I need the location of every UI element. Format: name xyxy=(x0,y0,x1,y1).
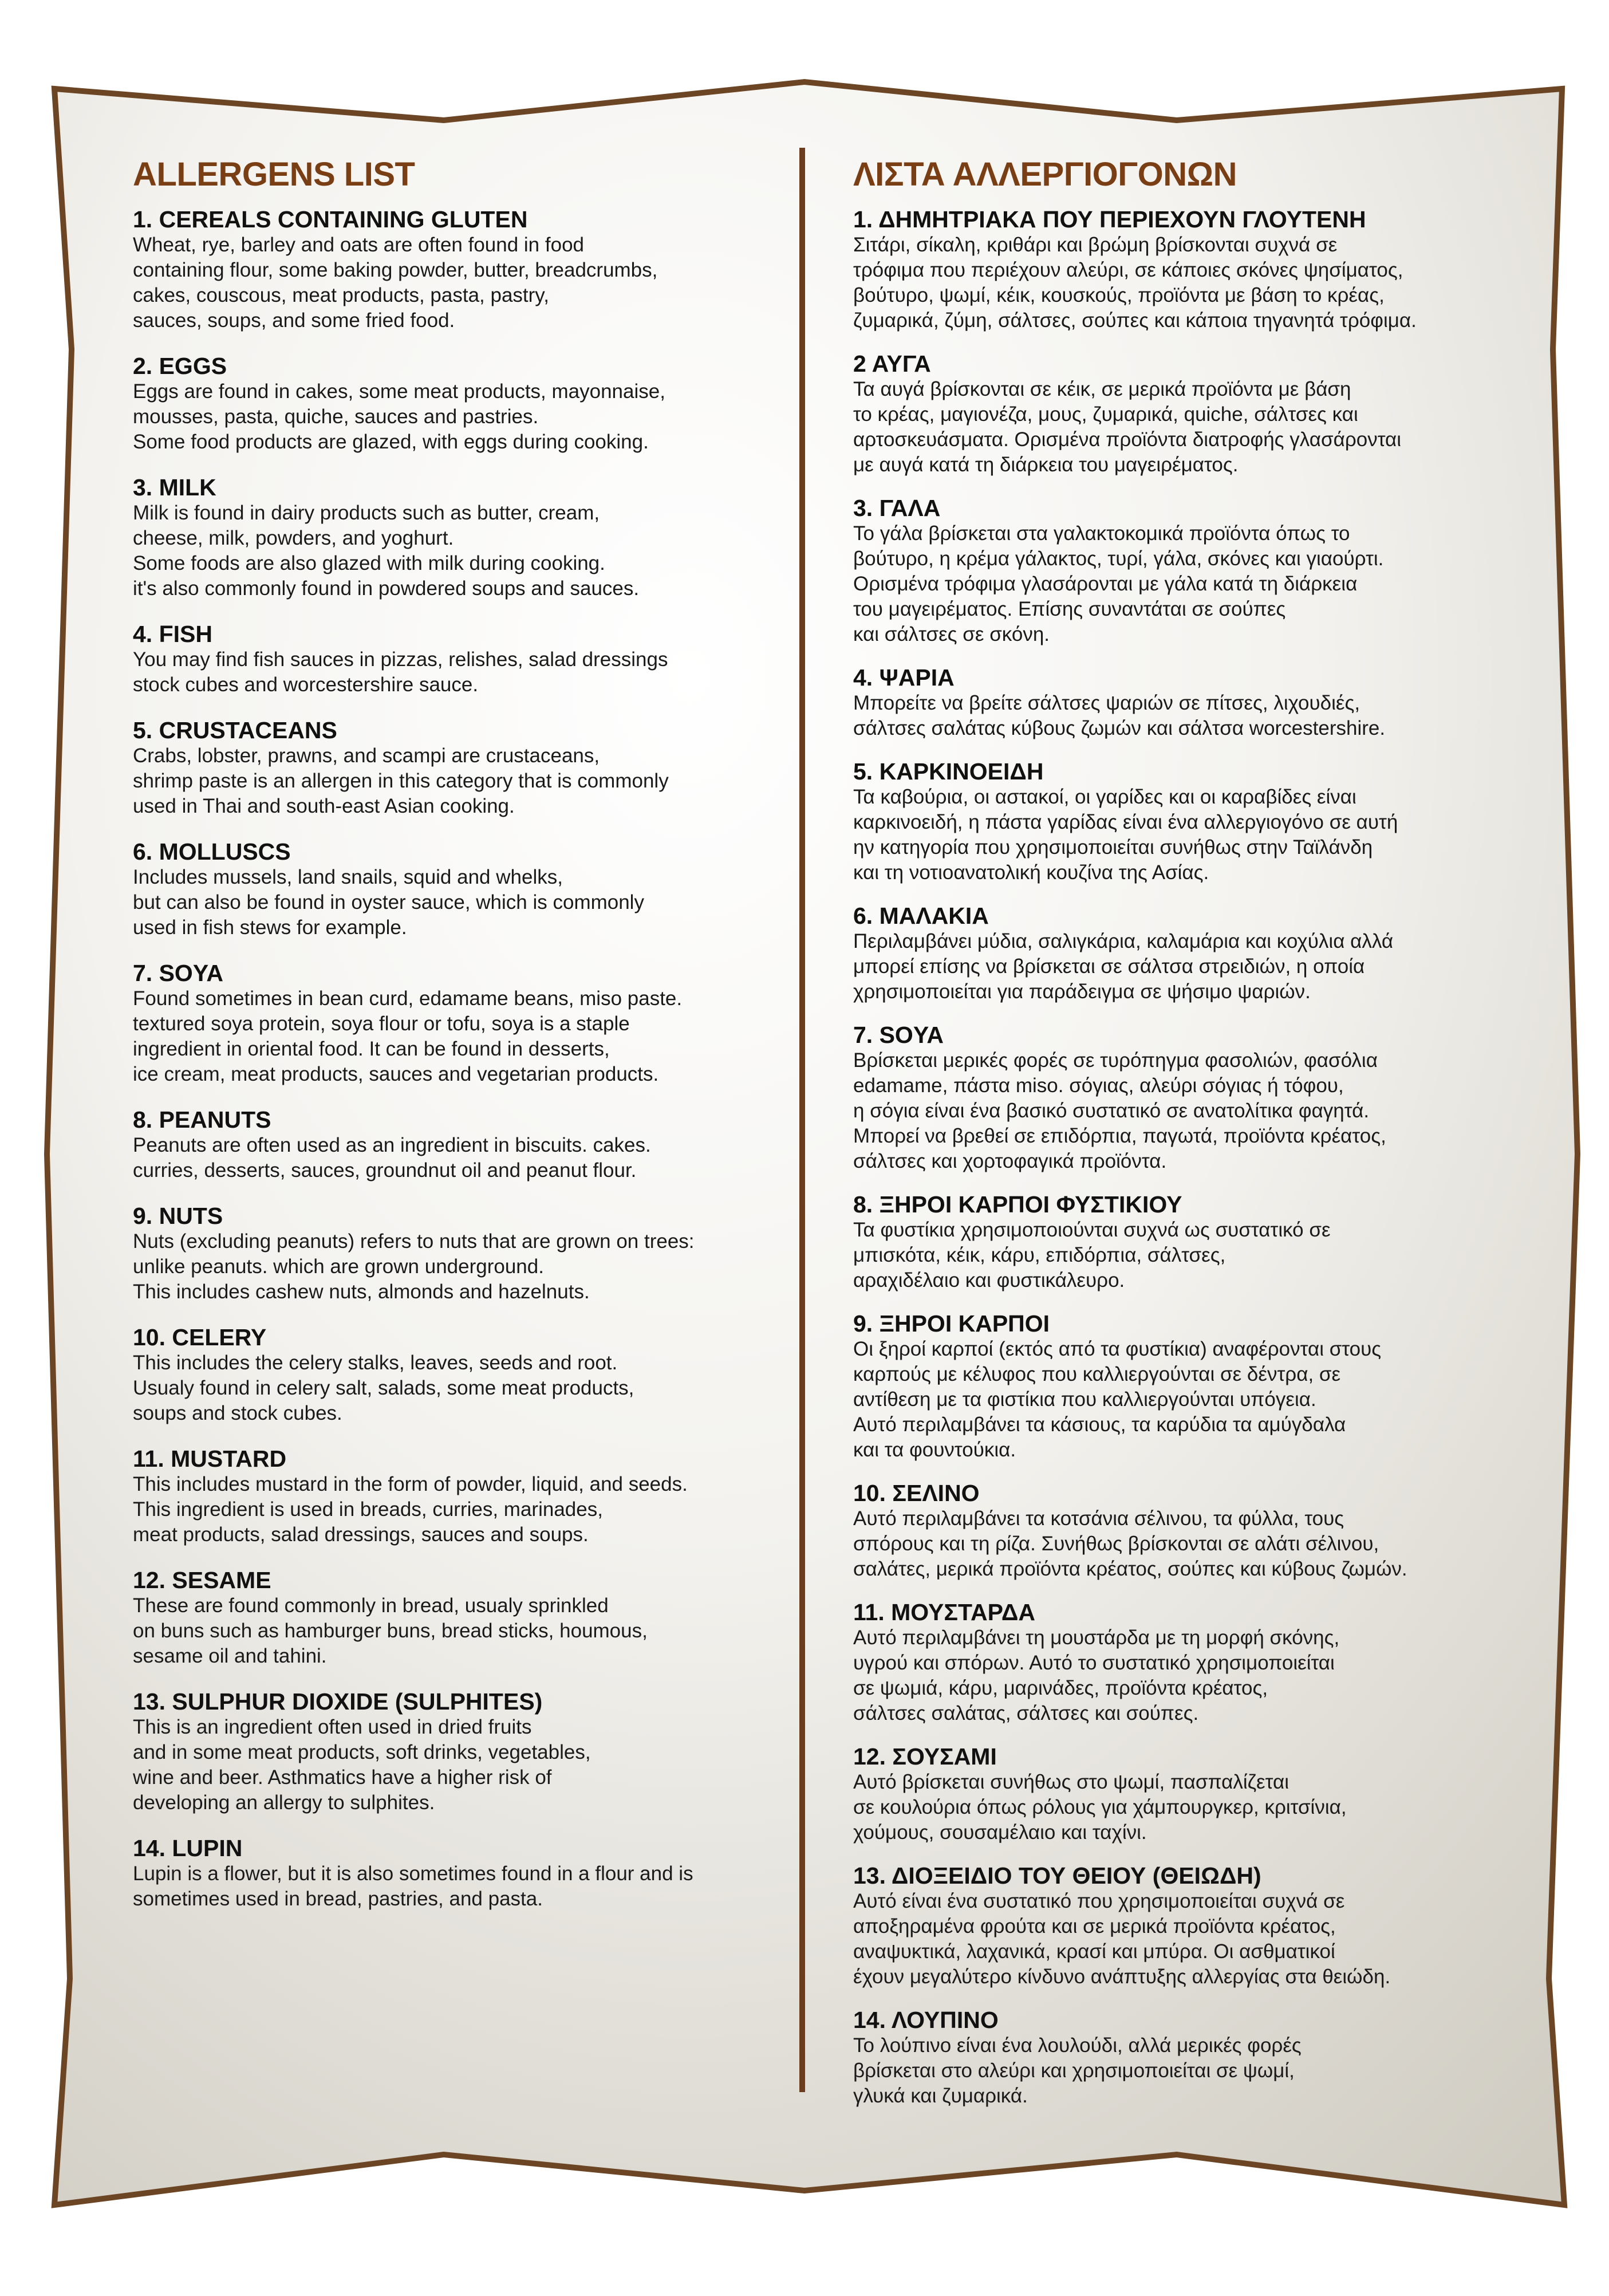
allergen-description-line: Some foods are also glazed with milk during cooking. xyxy=(133,552,605,574)
allergen-item xyxy=(853,664,1512,741)
allergen-description-line: ζυμαρικά, ζύμη, σάλτσες, σούπες και κάποια τηγανητά τρόφιμα. xyxy=(853,309,1417,332)
allergen-item xyxy=(853,758,1512,885)
allergen-description-line: on buns such as hamburger buns, bread sticks, houmous, xyxy=(133,1620,648,1642)
allergen-title: 5. CRUSTACEANS xyxy=(133,717,337,743)
allergen-description-line: του μαγειρέματος. Επίσης συναντάται σε σούπες xyxy=(853,598,1286,620)
allergen-item xyxy=(133,1446,791,1547)
allergen-item xyxy=(133,621,791,698)
allergen-description-line: Peanuts are often used as an ingredient in biscuits. cakes. xyxy=(133,1134,651,1156)
allergen-description-line: Το γάλα βρίσκεται στα γαλακτοκομικά προϊόντα όπως το xyxy=(853,522,1350,545)
allergen-item xyxy=(133,960,791,1087)
allergen-description-line: με αυγά κατά τη διάρκεια του μαγειρέματος. xyxy=(853,454,1239,476)
allergen-description-line: Οι ξηροί καρποί (εκτός από τα φυστίκια) αναφέρονται στους xyxy=(853,1338,1382,1360)
english-column xyxy=(133,155,791,1931)
allergen-description-line: σάλτσες και χορτοφαγικά προϊόντα. xyxy=(853,1150,1167,1172)
allergen-description-line: σε ψωμιά, κάρυ, μαρινάδες, προϊόντα κρέατος, xyxy=(853,1677,1268,1699)
allergen-description-line: This includes mustard in the form of powder, liquid, and seeds. xyxy=(133,1473,688,1495)
allergen-title: 3. ΓΑΛΑ xyxy=(853,495,941,521)
allergen-title: 13. ΔΙΟΞΕΙΔΙΟ ΤΟΥ ΘΕΙΟΥ (ΘΕΙΩΔΗ) xyxy=(853,1862,1261,1889)
allergen-description-line: Τα καβούρια, οι αστακοί, οι γαρίδες και οι καραβίδες είναι xyxy=(853,786,1356,808)
allergen-title: 14. LUPIN xyxy=(133,1835,243,1861)
allergen-description-line: stock cubes and worcestershire sauce. xyxy=(133,674,479,696)
allergen-description-line: τρόφιμα που περιέχουν αλεύρι, σε κάποιες σκόνες ψησίματος, xyxy=(853,259,1403,281)
allergen-description-line: Μπορεί να βρεθεί σε επιδόρπια, παγωτά, προϊόντα κρέατος, xyxy=(853,1125,1386,1147)
allergen-description-line: χούμους, σουσαμέλαιο και ταχίνι. xyxy=(853,1821,1147,1844)
allergen-description-line: Το λούπινο είναι ένα λουλούδι, αλλά μερικές φορές xyxy=(853,2034,1302,2057)
allergen-item xyxy=(853,495,1512,647)
allergen-description-line: mousses, pasta, quiche, sauces and pastries. xyxy=(133,405,539,428)
allergen-description-line: Eggs are found in cakes, some meat products, mayonnaise, xyxy=(133,380,665,403)
allergen-title: 9. NUTS xyxy=(133,1203,223,1229)
allergen-description-line: βούτυρο, η κρέμα γάλακτος, τυρί, γάλα, σκόνες και γιαούρτι. xyxy=(853,548,1384,570)
allergen-title: 2. EGGS xyxy=(133,353,227,379)
allergen-description-line: sometimes used in bread, pastries, and pasta. xyxy=(133,1888,543,1910)
allergen-description-line: μπισκότα, κέικ, κάρυ, επιδόρπια, σάλτσες, xyxy=(853,1244,1226,1266)
allergen-description-line: Αυτό περιλαμβάνει τη μουστάρδα με τη μορφή σκόνης, xyxy=(853,1627,1340,1649)
allergen-description-line: καρκινοειδή, η πάστα γαρίδας είναι ένα αλλεργιογόνο σε αυτή xyxy=(853,811,1398,833)
allergen-title: 7. SOYA xyxy=(133,960,224,986)
allergen-title: 10. ΣΕΛΙΝΟ xyxy=(853,1480,980,1506)
english-title: ALLERGENS LIST xyxy=(133,156,415,193)
greek-title: ΛΙΣΤΑ ΑΛΛΕΡΓΙΟΓΟΝΩΝ xyxy=(853,156,1237,193)
allergen-description-line: αναψυκτικά, λαχανικά, κρασί και μπύρα. Οι ασθματικοί xyxy=(853,1940,1335,1963)
allergen-description-line: Milk is found in dairy products such as butter, cream, xyxy=(133,502,600,524)
allergen-title: 8. PEANUTS xyxy=(133,1106,271,1133)
allergen-description-line: it's also commonly found in powdered soups and sauces. xyxy=(133,577,640,600)
allergen-item xyxy=(853,2007,1512,2109)
allergen-description-line: and in some meat products, soft drinks, vegetables, xyxy=(133,1741,591,1763)
allergen-item xyxy=(133,1203,791,1305)
allergen-description-line: This includes cashew nuts, almonds and hazelnuts. xyxy=(133,1281,590,1303)
allergen-title: 10. CELERY xyxy=(133,1324,267,1350)
allergen-item xyxy=(853,1310,1512,1463)
allergen-description-line: This includes the celery stalks, leaves, seeds and root. xyxy=(133,1352,618,1374)
allergen-description-line: έχουν μεγαλύτερο κίνδυνο ανάπτυξης αλλεργίας στα θειώδη. xyxy=(853,1966,1391,1988)
allergen-description-line: ingredient in oriental food. It can be found in desserts, xyxy=(133,1038,610,1060)
allergen-description-line: ice cream, meat products, sauces and vegetarian products. xyxy=(133,1063,659,1085)
allergen-description-line: You may find fish sauces in pizzas, relishes, salad dressings xyxy=(133,648,668,671)
allergen-description-line: αντίθεση με τα φιστίκια που καλλιεργούνται υπόγεια. xyxy=(853,1388,1316,1411)
allergen-title: 14. ΛΟΥΠΙΝΟ xyxy=(853,2007,999,2033)
allergen-item xyxy=(853,1022,1512,1174)
allergen-description-line: υγρού και σπόρων. Αυτό το συστατικό χρησιμοποιείται xyxy=(853,1652,1335,1674)
allergen-item xyxy=(133,838,791,940)
allergen-item xyxy=(853,1599,1512,1726)
allergen-description-line: βρίσκεται στο αλεύρι και χρησιμοποιείται σε ψωμί, xyxy=(853,2059,1295,2082)
allergen-description-line: curries, desserts, sauces, groundnut oil and peanut flour. xyxy=(133,1159,637,1182)
allergen-description-line: developing an allergy to sulphites. xyxy=(133,1791,435,1814)
allergen-description-line: Μπορείτε να βρείτε σάλτσες ψαριών σε πίτσες, λιχουδιές, xyxy=(853,692,1360,714)
allergen-description-line: Αυτό περιλαμβάνει τα κάσιους, τα καρύδια τα αμύγδαλα xyxy=(853,1413,1346,1436)
allergen-description-line: σάλτσες σαλάτας, σάλτσες και σούπες. xyxy=(853,1702,1199,1724)
allergen-item xyxy=(133,1688,791,1815)
allergen-item xyxy=(133,474,791,601)
allergen-item xyxy=(133,1835,791,1912)
allergen-description-line: Includes mussels, land snails, squid and whelks, xyxy=(133,866,563,888)
allergen-description-line: used in fish stews for example. xyxy=(133,916,407,939)
allergen-title: 9. ΞΗΡΟΙ ΚΑΡΠΟΙ xyxy=(853,1310,1050,1337)
allergen-title: 2 ΑΥΓΑ xyxy=(853,350,931,377)
allergen-description-line: αποξηραμένα φρούτα και σε μερικά προϊόντα κρέατος, xyxy=(853,1915,1336,1937)
allergen-description-line: καρπούς με κέλυφος που καλλιεργούνται σε δέντρα, σε xyxy=(853,1363,1341,1385)
allergen-title: 8. ΞΗΡΟΙ ΚΑΡΠΟΙ ΦΥΣΤΙΚΙΟΥ xyxy=(853,1191,1182,1218)
english-allergen-list xyxy=(133,206,791,1912)
allergen-item xyxy=(133,1567,791,1669)
allergen-item xyxy=(853,903,1512,1005)
allergen-title: 6. MOLLUSCS xyxy=(133,838,291,865)
allergen-description-line: το κρέας, μαγιονέζα, μους, ζυμαρικά, quiche, σάλτσες και xyxy=(853,403,1358,426)
allergen-title: 12. ΣΟΥΣΑΜΙ xyxy=(853,1743,997,1770)
allergen-description-line: αραχιδέλαιο και φυστικάλευρο. xyxy=(853,1269,1125,1291)
allergen-description-line: Some food products are glazed, with eggs during cooking. xyxy=(133,431,649,453)
allergen-description-line: unlike peanuts. which are grown underground. xyxy=(133,1255,544,1278)
allergen-description-line: Αυτό είναι ένα συστατικό που χρησιμοποιείται συχνά σε xyxy=(853,1890,1345,1912)
allergen-description-line: Lupin is a flower, but it is also sometimes found in a flour and is xyxy=(133,1862,693,1885)
allergen-description-line: used in Thai and south-east Asian cooking. xyxy=(133,795,515,817)
allergen-title: 3. MILK xyxy=(133,474,216,501)
allergen-description-line: χρησιμοποιείται για παράδειγμα σε ψήσιμο ψαριών. xyxy=(853,980,1311,1003)
allergen-description-line: wine and beer. Asthmatics have a higher risk of xyxy=(133,1766,552,1789)
allergen-item xyxy=(853,1191,1512,1293)
allergen-title: 4. FISH xyxy=(133,621,212,647)
allergen-item xyxy=(853,206,1512,333)
allergen-item xyxy=(853,350,1512,478)
allergen-description-line: Found sometimes in bean curd, edamame beans, miso paste. xyxy=(133,987,683,1010)
allergen-description-line: shrimp paste is an allergen in this category that is commonly xyxy=(133,770,669,792)
allergen-description-line: Wheat, rye, barley and oats are often found in food xyxy=(133,234,584,256)
allergen-title: 1. ΔΗΜΗΤΡΙΑΚΑ ΠΟΥ ΠΕΡΙΕΧΟΥΝ ΓΛΟΥΤΕΝΗ xyxy=(853,206,1366,233)
allergen-description-line: σπόρους και τη ρίζα. Συνήθως βρίσκονται σε αλάτι σέλινου, xyxy=(853,1533,1379,1555)
allergen-title: 6. ΜΑΛΑΚΙΑ xyxy=(853,903,989,929)
allergen-description-line: cakes, couscous, meat products, pasta, pastry, xyxy=(133,284,549,306)
allergen-title: 5. ΚΑΡΚΙΝΟΕΙΔΗ xyxy=(853,758,1044,785)
allergen-description-line: Βρίσκεται μερικές φορές σε τυρόπηγμα φασολιών, φασόλια xyxy=(853,1049,1378,1072)
allergen-description-line: Αυτό βρίσκεται συνήθως στο ψωμί, πασπαλίζεται xyxy=(853,1771,1289,1793)
allergen-description-line: Nuts (excluding peanuts) refers to nuts that are grown on trees: xyxy=(133,1230,695,1253)
allergen-description-line: This ingredient is used in breads, curries, marinades, xyxy=(133,1498,603,1521)
allergen-description-line: edamame, πάστα miso. σόγιας, αλεύρι σόγιας ή τόφου, xyxy=(853,1074,1344,1097)
allergen-description-line: meat products, salad dressings, sauces and soups. xyxy=(133,1523,589,1546)
allergen-item xyxy=(133,717,791,819)
allergen-description-line: ην κατηγορία που χρησιμοποιείται συνήθως στην Ταϊλάνδη xyxy=(853,836,1373,858)
allergen-item xyxy=(133,1106,791,1183)
allergen-description-line: soups and stock cubes. xyxy=(133,1402,342,1424)
allergen-item xyxy=(853,1862,1512,1990)
allergen-title: 13. SULPHUR DIOXIDE (SULPHITES) xyxy=(133,1688,543,1715)
allergen-title: 12. SESAME xyxy=(133,1567,271,1593)
allergen-item xyxy=(133,353,791,455)
allergen-description-line: Usualy found in celery salt, salads, some meat products, xyxy=(133,1377,634,1399)
allergen-description-line: cheese, milk, powders, and yoghurt. xyxy=(133,527,454,549)
column-divider xyxy=(799,148,805,2092)
allergen-description-line: Τα φυστίκια χρησιμοποιούνται συχνά ως συστατικό σε xyxy=(853,1219,1331,1241)
allergen-description-line: η σόγια είναι ένα βασικό συστατικό σε ανατολίτικα φαγητά. xyxy=(853,1100,1370,1122)
allergen-item xyxy=(853,1743,1512,1845)
greek-column xyxy=(853,155,1512,2126)
allergen-description-line: μπορεί επίσης να βρίσκεται σε σάλτσα στρειδιών, η οποία xyxy=(853,955,1365,978)
allergen-title: 4. ΨΑΡΙΑ xyxy=(853,664,955,691)
allergen-description-line: και σάλτσες σε σκόνη. xyxy=(853,623,1050,645)
allergen-title: 7. SOYA xyxy=(853,1022,944,1048)
allergen-description-line: σε κουλούρια όπως ρόλους για χάμπουργκερ, κριτσίνια, xyxy=(853,1796,1347,1818)
allergen-description-line: και τα φουντούκια. xyxy=(853,1439,1016,1461)
allergen-description-line: σαλάτες, μερικά προϊόντα κρέατος, σούπες και κύβους ζωμών. xyxy=(853,1558,1407,1580)
allergen-description-line: Crabs, lobster, prawns, and scampi are crustaceans, xyxy=(133,745,600,767)
allergen-description-line: These are found commonly in bread, usualy sprinkled xyxy=(133,1594,609,1617)
allergen-description-line: γλυκά και ζυμαρικά. xyxy=(853,2085,1028,2107)
allergen-description-line: σάλτσες σαλάτας κύβους ζωμών και σάλτσα worcestershire. xyxy=(853,717,1386,739)
allergen-description-line: sauces, soups, and some fried food. xyxy=(133,309,455,332)
allergen-description-line: Αυτό περιλαμβάνει τα κοτσάνια σέλινου, τα φύλλα, τους xyxy=(853,1507,1344,1530)
allergen-description-line: Περιλαμβάνει μύδια, σαλιγκάρια, καλαμάρια και κοχύλια αλλά xyxy=(853,930,1394,952)
allergen-description-line: Σιτάρι, σίκαλη, κριθάρι και βρώμη βρίσκονται συχνά σε xyxy=(853,234,1338,256)
allergen-description-line: και τη νοτιοανατολική κουζίνα της Ασίας. xyxy=(853,861,1209,884)
allergen-description-line: Ορισμένα τρόφιμα γλασάρονται με γάλα κατά τη διάρκεια xyxy=(853,573,1358,595)
allergen-description-line: This is an ingredient often used in dried fruits xyxy=(133,1716,532,1738)
allergen-item xyxy=(133,1324,791,1426)
allergen-description-line: but can also be found in oyster sauce, which is commonly xyxy=(133,891,644,913)
allergen-description-line: βούτυρο, ψωμί, κέικ, κουσκούς, προϊόντα με βάση το κρέας, xyxy=(853,284,1385,306)
allergen-description-line: αρτοσκευάσματα. Ορισμένα προϊόντα διατροφής γλασάρονται xyxy=(853,428,1402,451)
allergen-title: 11. ΜΟΥΣΤΑΡΔΑ xyxy=(853,1599,1035,1625)
allergen-title: 1. CEREALS CONTAINING GLUTEN xyxy=(133,206,528,233)
allergen-description-line: containing flour, some baking powder, butter, breadcrumbs, xyxy=(133,259,658,281)
allergen-description-line: textured soya protein, soya flour or tofu, soya is a staple xyxy=(133,1013,630,1035)
allergen-title: 11. MUSTARD xyxy=(133,1446,287,1472)
allergen-item xyxy=(133,206,791,333)
greek-allergen-list xyxy=(853,206,1512,2109)
allergen-description-line: sesame oil and tahini. xyxy=(133,1645,327,1667)
allergen-description-line: Τα αυγά βρίσκονται σε κέικ, σε μερικά προϊόντα με βάση xyxy=(853,378,1351,400)
allergen-item xyxy=(853,1480,1512,1582)
